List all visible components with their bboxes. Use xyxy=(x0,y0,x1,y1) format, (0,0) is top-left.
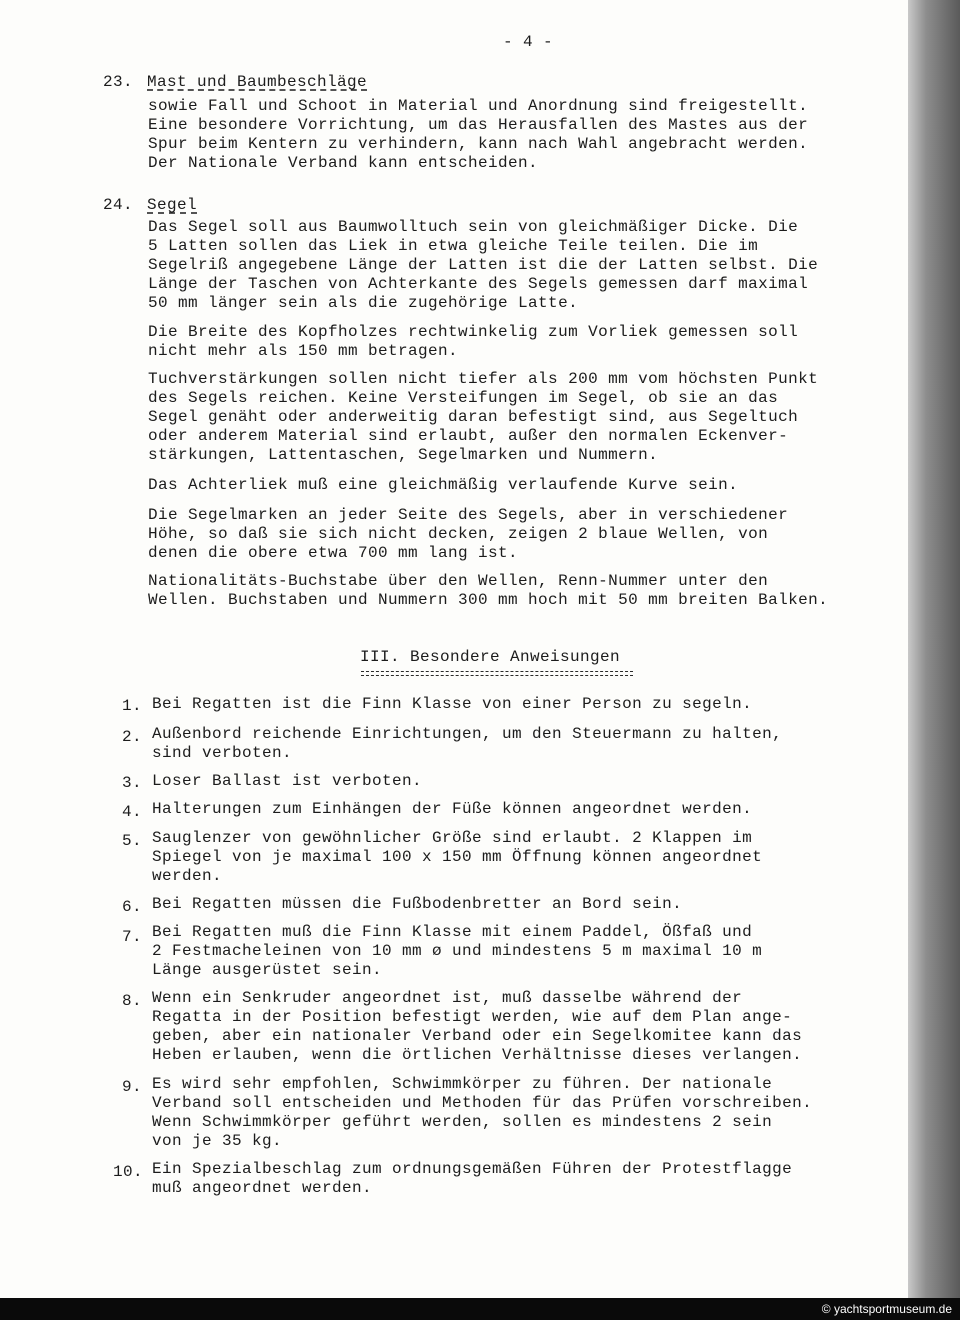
item-number: 7. xyxy=(122,928,143,946)
section-24-line: denen die obere etwa 700 mm lang ist. xyxy=(148,544,519,562)
item-number: 5. xyxy=(122,832,143,850)
section-24-line: Länge der Taschen von Achterkante des Segels gemessen darf maximal xyxy=(148,275,809,293)
item-line: Bei Regatten ist die Finn Klasse von einer Person zu segeln. xyxy=(152,695,753,713)
item-line: Halterungen zum Einhängen der Füße können angeordnet werden. xyxy=(152,800,753,818)
item-line: Bei Regatten müssen die Fußbodenbretter an Bord sein. xyxy=(152,895,683,913)
item-line: 2 Festmacheleinen von 10 mm ø und mindestens 5 m maximal 10 m xyxy=(152,942,763,960)
section-24-line: Wellen. Buchstaben und Nummern 300 mm hoch mit 50 mm breiten Balken. xyxy=(148,591,829,609)
section-23-line: Spur beim Kentern zu verhindern, kann nach Wahl angebracht werden. xyxy=(148,135,809,153)
section-24-number: 24. xyxy=(103,196,134,214)
section-23-line: Eine besondere Vorrichtung, um das Herausfallen des Mastes aus der xyxy=(148,116,809,134)
item-line: Heben erlauben, wenn die örtlichen Verhältnisse dieses verlangen. xyxy=(152,1046,803,1064)
item-line: geben, aber ein nationaler Verband oder ein Segelkomitee kann das xyxy=(152,1027,803,1045)
item-number: 3. xyxy=(122,774,143,792)
item-line: Es wird sehr empfohlen, Schwimmkörper zu führen. Der nationale xyxy=(152,1075,773,1093)
page-number: - 4 - xyxy=(503,33,554,51)
item-line: Sauglenzer von gewöhnlicher Größe sind erlaubt. 2 Klappen im xyxy=(152,829,753,847)
section-24-line: Segel genäht oder anderweitig daran befestigt sind, aus Segeltuch xyxy=(148,408,799,426)
section-24-line: stärkungen, Lattentaschen, Segelmarken und Nummern. xyxy=(148,446,659,464)
item-number: 4. xyxy=(122,803,143,821)
section-24-title: Segel xyxy=(147,196,198,214)
section-24-line: Tuchverstärkungen sollen nicht tiefer als 200 mm vom höchsten Punkt xyxy=(148,370,819,388)
section-23-line: sowie Fall und Schoot in Material und Anordnung sind freigestellt. xyxy=(148,97,809,115)
section-24-line: Die Breite des Kopfholzes rechtwinkelig zum Vorliek gemessen soll xyxy=(148,323,799,341)
section-24-line: nicht mehr als 150 mm betragen. xyxy=(148,342,459,360)
item-number: 9. xyxy=(122,1078,143,1096)
section-23-line: Der Nationale Verband kann entscheiden. xyxy=(148,154,539,172)
item-line: Bei Regatten muß die Finn Klasse mit einem Paddel, Ößfaß und xyxy=(152,923,753,941)
item-line: Loser Ballast ist verboten. xyxy=(152,772,423,790)
section-24-line: des Segels reichen. Keine Versteifungen im Segel, ob sie an das xyxy=(148,389,779,407)
section-iii-heading: III. Besondere Anweisungen xyxy=(360,648,621,666)
item-number: 1. xyxy=(122,697,143,715)
item-line: Wenn Schwimmkörper geführt werden, sollen es mindestens 2 sein xyxy=(152,1113,773,1131)
item-line: sind verboten. xyxy=(152,744,293,762)
scan-page-edge xyxy=(908,0,960,1320)
section-24-line: Das Segel soll aus Baumwolltuch sein von gleichmäßiger Dicke. Die xyxy=(148,218,799,236)
item-line: Außenbord reichende Einrichtungen, um den Steuermann zu halten, xyxy=(152,725,783,743)
copyright-text: © yachtsportmuseum.de xyxy=(821,1302,952,1316)
item-line: muß angeordnet werden. xyxy=(152,1179,373,1197)
item-number: 8. xyxy=(122,992,143,1010)
item-line: Spiegel von je maximal 100 x 150 mm Öffnung können angeordnet xyxy=(152,848,763,866)
item-number: 10. xyxy=(113,1163,144,1181)
item-line: von je 35 kg. xyxy=(152,1132,283,1150)
item-number: 2. xyxy=(122,728,143,746)
section-23-number: 23. xyxy=(103,73,134,91)
section-24-line: oder anderem Material sind erlaubt, außer den normalen Eckenver- xyxy=(148,427,789,445)
section-24-line: Höhe, so daß sie sich nicht decken, zeigen 2 blaue Wellen, von xyxy=(148,525,769,543)
section-24-line: 50 mm länger sein als die zugehörige Latte. xyxy=(148,294,579,312)
section-23-title: Mast und Baumbeschläge xyxy=(147,73,368,91)
section-24-line: 5 Latten sollen das Liek in etwa gleiche Teile teilen. Die im xyxy=(148,237,759,255)
item-line: werden. xyxy=(152,867,223,885)
watermark-bar xyxy=(0,1298,960,1320)
item-line: Länge ausgerüstet sein. xyxy=(152,961,383,979)
item-line: Verband soll entscheiden und Methoden für das Prüfen vorschreiben. xyxy=(152,1094,813,1112)
heading-double-underline xyxy=(361,671,633,676)
section-24-line: Segelriß angegebene Länge der Latten ist die der Latten selbst. Die xyxy=(148,256,819,274)
section-24-line: Das Achterliek muß eine gleichmäßig verlaufende Kurve sein. xyxy=(148,476,739,494)
section-24-line: Die Segelmarken an jeder Seite des Segels, aber in verschiedener xyxy=(148,506,789,524)
section-24-line: Nationalitäts-Buchstabe über den Wellen, Renn-Nummer unter den xyxy=(148,572,769,590)
item-line: Wenn ein Senkruder angeordnet ist, muß dasselbe während der xyxy=(152,989,743,1007)
item-number: 6. xyxy=(122,898,143,916)
item-line: Ein Spezialbeschlag zum ordnungsgemäßen Führen der Protestflagge xyxy=(152,1160,793,1178)
item-line: Regatta in der Position befestigt werden, wie auf dem Plan ange- xyxy=(152,1008,793,1026)
